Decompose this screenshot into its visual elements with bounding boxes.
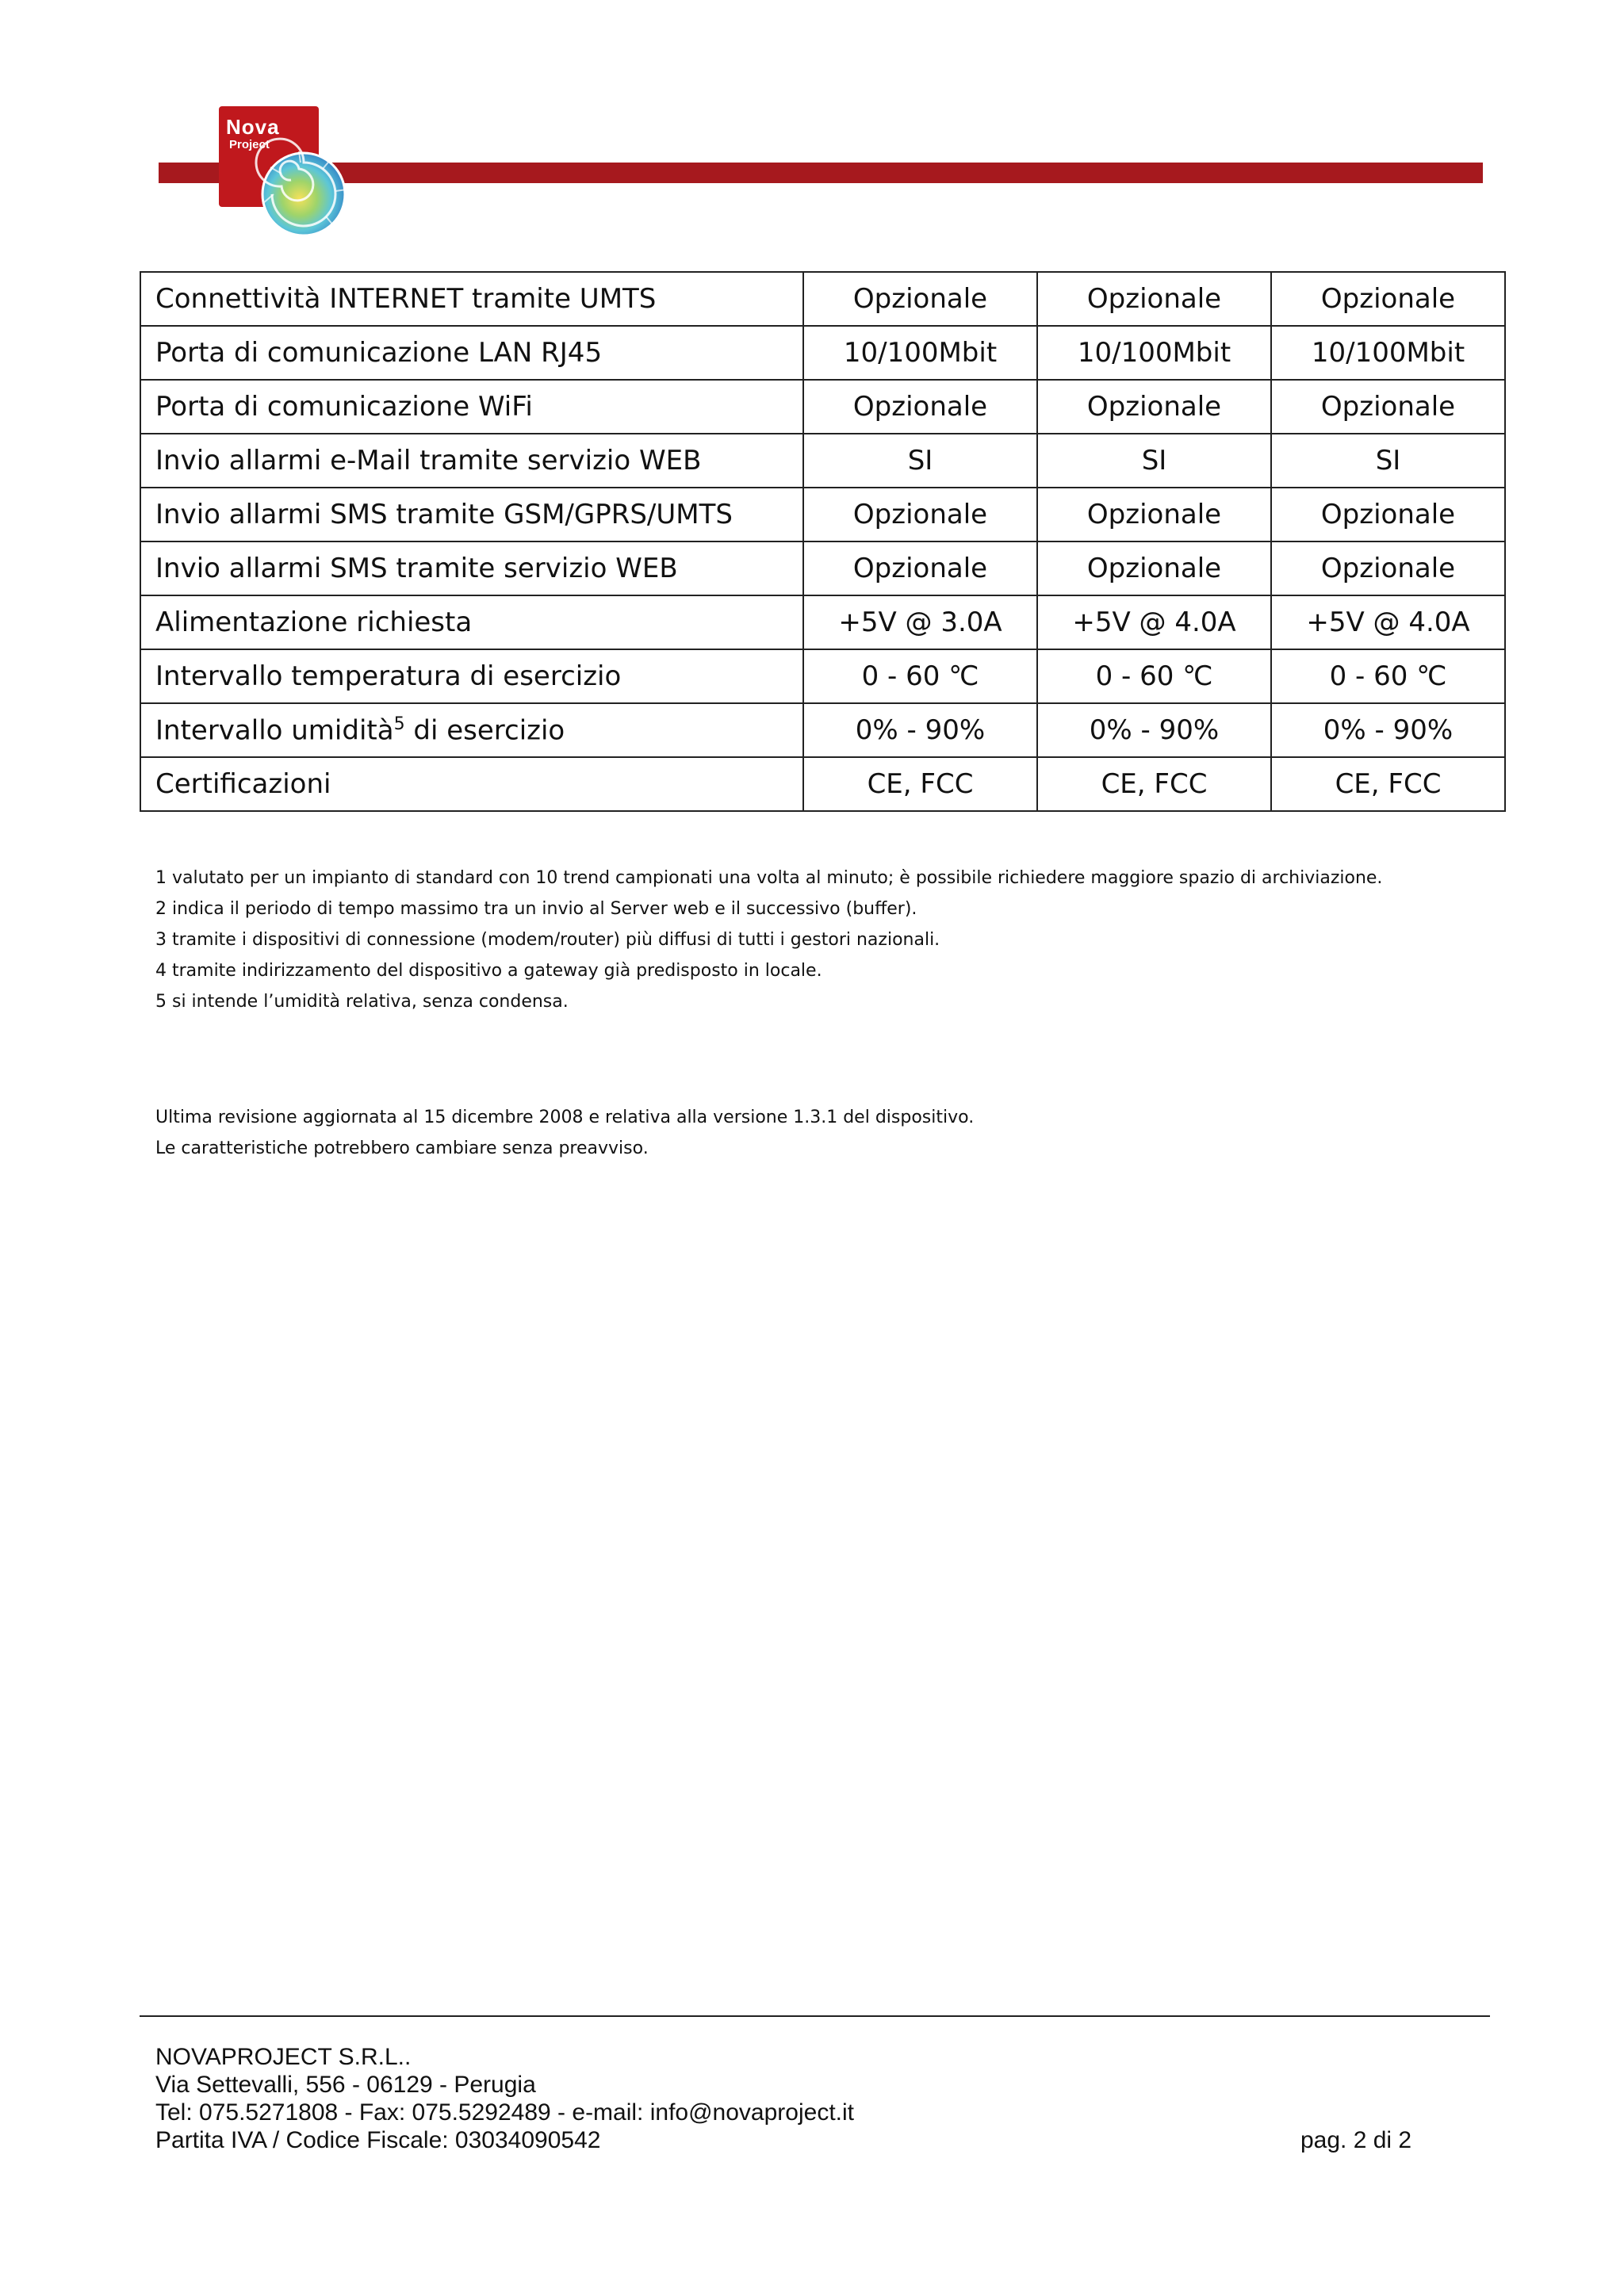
row-value-cell: SI xyxy=(1271,434,1505,488)
row-value-cell: Opzionale xyxy=(1271,488,1505,541)
logo-line-1: Nova xyxy=(226,115,280,139)
footnote: 2 indica il periodo di tempo massimo tra un invio al Server web e il successivo (buffer). xyxy=(155,899,917,919)
row-value-cell: CE, FCC xyxy=(803,757,1037,811)
row-label-cell xyxy=(140,757,803,811)
company-info xyxy=(155,2043,854,2154)
row-value-cell: SI xyxy=(803,434,1037,488)
row-value-cell: SI xyxy=(1037,434,1271,488)
row-value-cell: +5V @ 4.0A xyxy=(1271,595,1505,649)
page-number: pag. 2 di 2 xyxy=(1300,2127,1412,2153)
footnote-reference: 5 xyxy=(393,714,405,734)
row-value-cell: 0% - 90% xyxy=(1037,703,1271,757)
row-value-cell: Opzionale xyxy=(1037,488,1271,541)
row-label: Connettività INTERNET tramite UMTS xyxy=(155,283,657,315)
row-value-cell: Opzionale xyxy=(1037,541,1271,595)
table-row xyxy=(140,595,1505,649)
row-label-cell xyxy=(140,703,803,757)
specifications-table-body xyxy=(140,272,1505,811)
company-name: NOVAPROJECT S.R.L.. xyxy=(155,2044,412,2070)
row-label-cell xyxy=(140,272,803,326)
disclaimer-line: Le caratteristiche potrebbero cambiare senza preavviso. xyxy=(155,1138,649,1158)
row-label: Intervallo temperatura di esercizio xyxy=(155,660,622,692)
row-label-cell xyxy=(140,649,803,703)
footnotes xyxy=(155,863,1503,1017)
logo-text xyxy=(226,117,280,151)
row-value-cell: Opzionale xyxy=(1037,380,1271,434)
row-label: Intervallo umidità xyxy=(155,714,394,747)
row-value-cell: Opzionale xyxy=(1037,272,1271,326)
row-label: Certificazioni xyxy=(155,768,331,800)
row-label-cell xyxy=(140,541,803,595)
table-row xyxy=(140,488,1505,541)
company-vat: Partita IVA / Codice Fiscale: 03034090542 xyxy=(155,2127,601,2153)
table-row xyxy=(140,703,1505,757)
footnote: 3 tramite i dispositivi di connessione (modem/router) più diffusi di tutti i gestori nazionali. xyxy=(155,930,940,950)
footer-divider xyxy=(140,2015,1490,2017)
row-value-cell: 0 - 60 ℃ xyxy=(1037,649,1271,703)
row-label: Invio allarmi e-Mail tramite servizio WEB xyxy=(155,445,702,476)
footnote: 5 si intende l’umidità relativa, senza condensa. xyxy=(155,992,569,1012)
row-value-cell: Opzionale xyxy=(1271,272,1505,326)
table-row xyxy=(140,380,1505,434)
specifications-table xyxy=(140,271,1506,812)
company-contacts: Tel: 075.5271808 - Fax: 075.5292489 - e-mail: info@novaproject.it xyxy=(155,2099,854,2126)
company-address: Via Settevalli, 556 - 06129 - Perugia xyxy=(155,2072,536,2098)
table-row xyxy=(140,541,1505,595)
row-label: Invio allarmi SMS tramite servizio WEB xyxy=(155,553,678,584)
row-value-cell: CE, FCC xyxy=(1037,757,1271,811)
table-row xyxy=(140,434,1505,488)
row-value-cell: Opzionale xyxy=(803,488,1037,541)
row-value-cell: 10/100Mbit xyxy=(803,326,1037,380)
row-label-cell xyxy=(140,434,803,488)
row-label-cell xyxy=(140,488,803,541)
row-label: Invio allarmi SMS tramite GSM/GPRS/UMTS xyxy=(155,499,733,530)
footnote: 1 valutato per un impianto di standard con 10 trend campionati una volta al minuto; è possibile richiedere maggiore spazio di archiviazione. xyxy=(155,868,1383,888)
row-label: Alimentazione richiesta xyxy=(155,607,473,638)
revision-note xyxy=(155,1102,1503,1164)
row-value-cell: 0% - 90% xyxy=(803,703,1037,757)
row-value-cell: 10/100Mbit xyxy=(1037,326,1271,380)
revision-line: Ultima revisione aggiornata al 15 dicembre 2008 e relativa alla versione 1.3.1 del dispositivo. xyxy=(155,1108,975,1127)
table-row xyxy=(140,326,1505,380)
company-logo xyxy=(218,105,369,240)
row-label: Porta di comunicazione LAN RJ45 xyxy=(155,337,603,369)
row-value-cell: 10/100Mbit xyxy=(1271,326,1505,380)
row-label-cell xyxy=(140,595,803,649)
footnote: 4 tramite indirizzamento del dispositivo a gateway già predisposto in locale. xyxy=(155,961,822,981)
logo-line-2: Project xyxy=(229,138,270,151)
row-value-cell: Opzionale xyxy=(803,541,1037,595)
row-value-cell: CE, FCC xyxy=(1271,757,1505,811)
row-value-cell: Opzionale xyxy=(803,380,1037,434)
table-row xyxy=(140,649,1505,703)
table-row xyxy=(140,757,1505,811)
row-value-cell: 0 - 60 ℃ xyxy=(1271,649,1505,703)
table-row xyxy=(140,272,1505,326)
row-value-cell: Opzionale xyxy=(803,272,1037,326)
row-value-cell: 0% - 90% xyxy=(1271,703,1505,757)
row-label-continuation: di esercizio xyxy=(404,714,565,747)
row-value-cell: 0 - 60 ℃ xyxy=(803,649,1037,703)
row-label: Porta di comunicazione WiFi xyxy=(155,391,533,423)
row-value-cell: +5V @ 3.0A xyxy=(803,595,1037,649)
row-value-cell: Opzionale xyxy=(1271,541,1505,595)
row-label-cell xyxy=(140,380,803,434)
row-value-cell: +5V @ 4.0A xyxy=(1037,595,1271,649)
row-label-cell xyxy=(140,326,803,380)
row-value-cell: Opzionale xyxy=(1271,380,1505,434)
